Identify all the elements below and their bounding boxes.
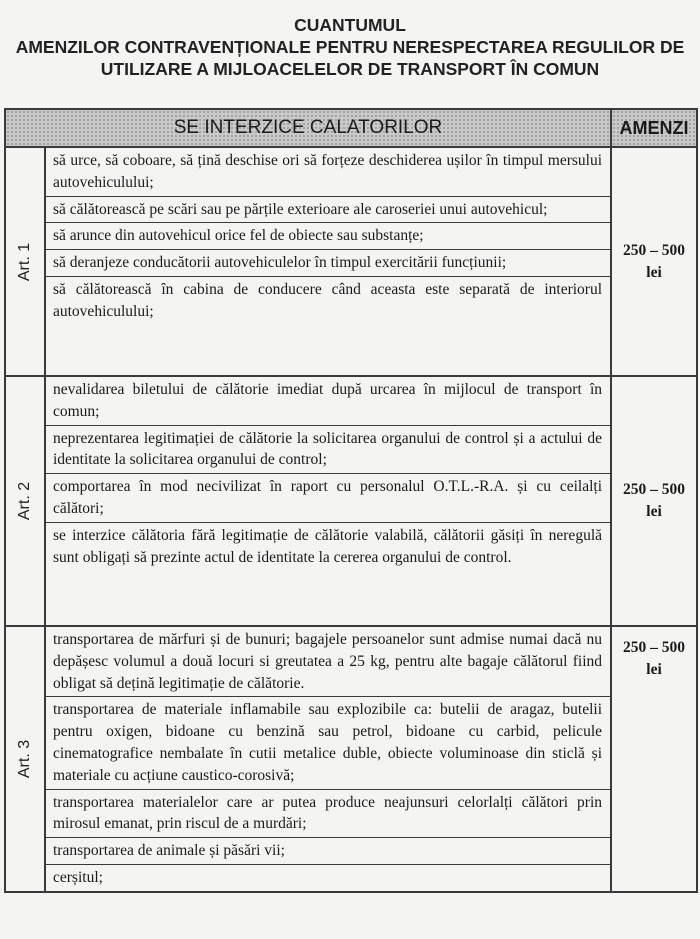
rule-item: transportarea de mărfuri și de bunuri; bagajele persoanelor sunt admise numai dacă nu depășesc volumul a două locuri si greutatea a 25 kg, pentru alte bagaje călătorul fiind obligat să dețină legitimație de călătorie. — [53, 631, 603, 692]
fine-cell — [611, 376, 697, 626]
fine-amount: 250 – 500 — [623, 481, 686, 498]
article-row-1 — [5, 147, 697, 376]
title-line-1: CUANTUMUL — [294, 15, 406, 35]
title-line-3: UTILIZARE A MIJLOACELELOR DE TRANSPORT ÎN COMUN — [100, 59, 600, 79]
fine-unit: lei — [646, 263, 662, 281]
rule-item: transportarea de animale și păsări vii; — [46, 837, 610, 864]
article-label-cell — [5, 626, 45, 892]
table-header-row — [5, 109, 697, 147]
header-prohibited: SE INTERZICE CALATORILOR — [5, 109, 611, 147]
rule-item: transportarea materialelor care ar putea produce neajunsuri celorlalți călători prin mirosul emanat, prin riscul de a murdări; — [46, 789, 610, 838]
article-label: Art. 3 — [16, 739, 33, 778]
rule-item: neprezentarea legitimației de călătorie la solicitarea organului de control și a actului de identitate la solicitarea organului de control; — [46, 425, 610, 474]
article-row-2 — [5, 376, 697, 626]
rule-item: să călătorească pe scări sau pe părțile exterioare ale caroseriei unui autovehicul; — [46, 196, 610, 223]
rule-item: nevalidarea biletului de călătorie imediat după urcarea în mijlocul de transport în comun; — [53, 381, 603, 420]
article-row-3 — [5, 626, 697, 892]
article-label-cell — [5, 376, 45, 626]
rule-item: cerșitul; — [46, 864, 610, 891]
rule-item: comportarea în mod necivilizat în raport cu personalul O.T.L.-R.A. și cu ceilalți călători; — [46, 473, 610, 522]
fines-table — [4, 108, 698, 893]
article-label: Art. 1 — [16, 242, 33, 281]
rule-item: să călătorească în cabina de conducere când aceasta este separată de interiorul autovehiculului; — [46, 276, 610, 325]
title-line-2: AMENZILOR CONTRAVENȚIONALE PENTRU NERESPECTAREA REGULILOR DE — [15, 37, 685, 57]
article-rules — [45, 626, 611, 892]
rule-item: se interzice călătoria fără legitimație de călătorie valabilă, călătorii găsiți în neregulă sunt obligați să prezinte actul de identitate la cererea organului de control. — [46, 522, 610, 571]
rule-item: să deranjeze conducătorii autovehiculelor în timpul exercitării funcțiunii; — [46, 249, 610, 276]
fine-cell — [611, 626, 697, 892]
article-label: Art. 2 — [16, 481, 33, 521]
article-label-cell — [5, 147, 45, 376]
article-rules — [45, 147, 611, 376]
fine-amount: 250 – 500 — [623, 639, 686, 656]
document-title — [0, 14, 700, 80]
rule-item: să urce, să coboare, să țină deschise ori să forțeze deschiderea ușilor în timpul mersului autovehiculului; — [53, 152, 603, 191]
fine-cell — [611, 147, 697, 376]
fine-unit: lei — [646, 661, 662, 678]
rule-item: transportarea de materiale inflamabile sau explozibile ca: butelii de aragaz, butelii pentru oxigen, bidoane cu benzină sau petrol, bidoane cu carbid, pelicule cinematografice nembalate în cutii metalice duble, obiecte voluminoase din sticlă și materiale cu acțiune caustico-corosivă; — [46, 696, 610, 788]
fine-amount: 250 – 500 — [623, 241, 686, 259]
fine-unit: lei — [646, 503, 662, 520]
rule-item: să arunce din autovehicul orice fel de obiecte sau substanțe; — [46, 222, 610, 249]
article-rules — [45, 376, 611, 626]
header-fines: AMENZI — [611, 109, 697, 147]
